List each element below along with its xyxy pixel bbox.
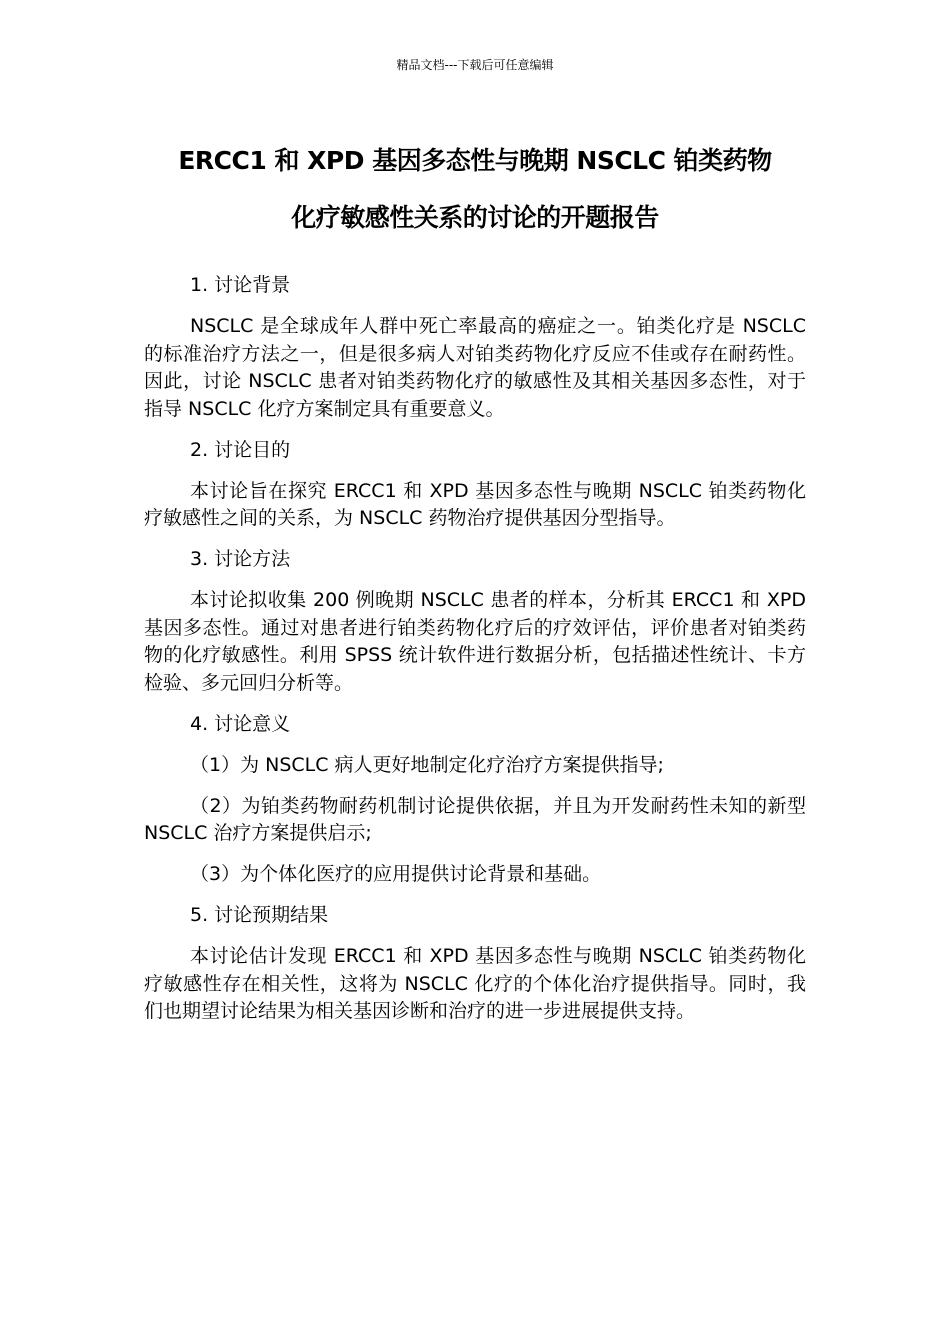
document-title	[130, 132, 820, 246]
section-heading: 1. 讨论背景	[190, 274, 291, 296]
section-expected-results	[144, 902, 806, 1026]
list-item: （3）为个体化医疗的应用提供讨论背景和基础。	[190, 863, 602, 885]
section-significance	[144, 711, 806, 889]
section-paragraph: NSCLC 是全球成年人群中死亡率最高的癌症之一。铂类化疗是 NSCLC 的标准治疗方法之一，但是很多病人对铂类药物化疗反应不佳或存在耐药性。因此，讨论 NSCLC 患者对铂类药物化疗的敏感性及其相关基因多态性，对于指导 NSCLC 化疗方案制定具有重要意义。	[144, 315, 806, 420]
section-purpose	[144, 437, 806, 533]
list-item: （2）为铂类药物耐药机制讨论提供依据，并且为开发耐药性未知的新型 NSCLC 治疗方案提供启示;	[144, 794, 806, 844]
section-heading: 4. 讨论意义	[190, 712, 291, 735]
section-paragraph: 本讨论拟收集 200 例晚期 NSCLC 患者的样本，分析其 ERCC1 和 XPD 基因多态性。通过对患者进行铂类药物化疗后的疗效评估，评价患者对铂类药物的化疗敏感性。利用 SPSS 统计软件进行数据分析，包括描述性统计、卡方检验、多元回归分析等。	[144, 589, 806, 694]
section-heading: 2. 讨论目的	[190, 438, 291, 461]
document-title-line-1: ERCC1 和 XPD 基因多态性与晚期 NSCLC 铂类药物	[178, 146, 772, 175]
section-paragraph: 本讨论估计发现 ERCC1 和 XPD 基因多态性与晚期 NSCLC 铂类药物化疗敏感性存在相关性，这将为 NSCLC 化疗的个体化治疗提供指导。同时，我们也期望讨论结果为相关基因诊断和治疗的进一步进展提供支持。	[144, 945, 806, 1022]
section-background	[144, 272, 806, 423]
document-title-line-2: 化疗敏感性关系的讨论的开题报告	[291, 203, 659, 232]
page-header: 精品文档---下载后可任意编辑	[396, 58, 554, 72]
section-paragraph: 本讨论旨在探究 ERCC1 和 XPD 基因多态性与晚期 NSCLC 铂类药物化疗敏感性之间的关系，为 NSCLC 药物治疗提供基因分型指导。	[144, 479, 806, 529]
list-item: （1）为 NSCLC 病人更好地制定化疗治疗方案提供指导;	[190, 753, 664, 776]
document-body	[144, 272, 806, 1039]
section-method	[144, 546, 806, 697]
section-heading: 5. 讨论预期结果	[190, 904, 329, 926]
section-heading: 3. 讨论方法	[190, 548, 291, 570]
